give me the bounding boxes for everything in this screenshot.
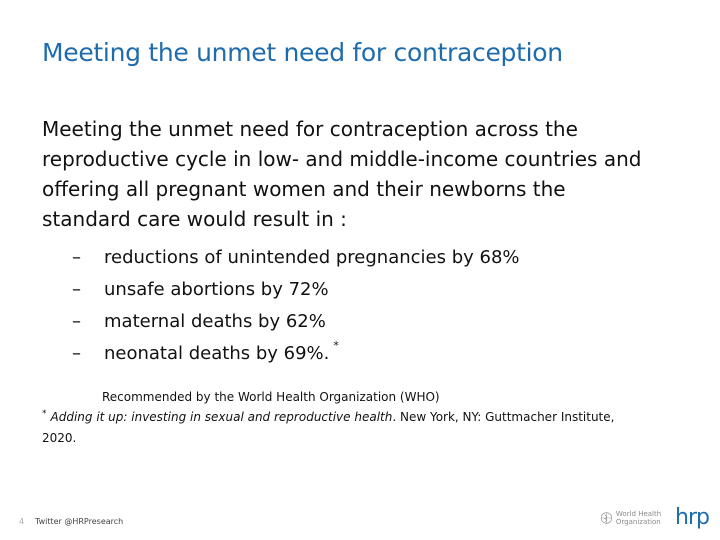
who-logo [600, 506, 670, 530]
page-number: 4 [19, 517, 25, 526]
twitter-handle: Twitter @HRPresearch [35, 517, 124, 526]
lead-line: offering all pregnant women and their newborns the [42, 177, 566, 201]
lead-line: Meeting the unmet need for contraception across the [42, 117, 578, 141]
results-list [72, 242, 520, 370]
lead-line: standard care would result in : [42, 207, 347, 231]
bullet-text: maternal deaths by 62% [104, 311, 326, 332]
footnote-marker: * [333, 339, 339, 352]
dash-bullet: – [72, 247, 81, 268]
lead-line: reproductive cycle in low- and middle-income countries and [42, 147, 642, 171]
source-note: Recommended by the World Health Organization (WHO) [102, 390, 440, 404]
list-item [72, 242, 520, 274]
lead-paragraph [42, 114, 702, 234]
who-logo-text: World Health Organization [615, 510, 662, 526]
bullet-text: neonatal deaths by 69%. [104, 343, 330, 364]
slide-title: Meeting the unmet need for contraception [42, 38, 563, 67]
who-emblem-icon [600, 507, 613, 529]
citation [42, 408, 632, 448]
dash-bullet: – [72, 279, 81, 300]
citation-publisher: . New York, NY: Guttmacher Institute, 2020. [42, 410, 615, 445]
footnote-marker: * [42, 409, 47, 419]
hrp-logo: hrp [675, 505, 709, 530]
list-item [72, 306, 520, 338]
list-item [72, 274, 520, 306]
bullet-text: reductions of unintended pregnancies by 68% [104, 247, 520, 268]
citation-title: Adding it up: investing in sexual and reproductive health [50, 410, 393, 424]
dash-bullet: – [72, 343, 81, 364]
bullet-text: unsafe abortions by 72% [104, 279, 329, 300]
list-item [72, 338, 520, 370]
dash-bullet: – [72, 311, 81, 332]
